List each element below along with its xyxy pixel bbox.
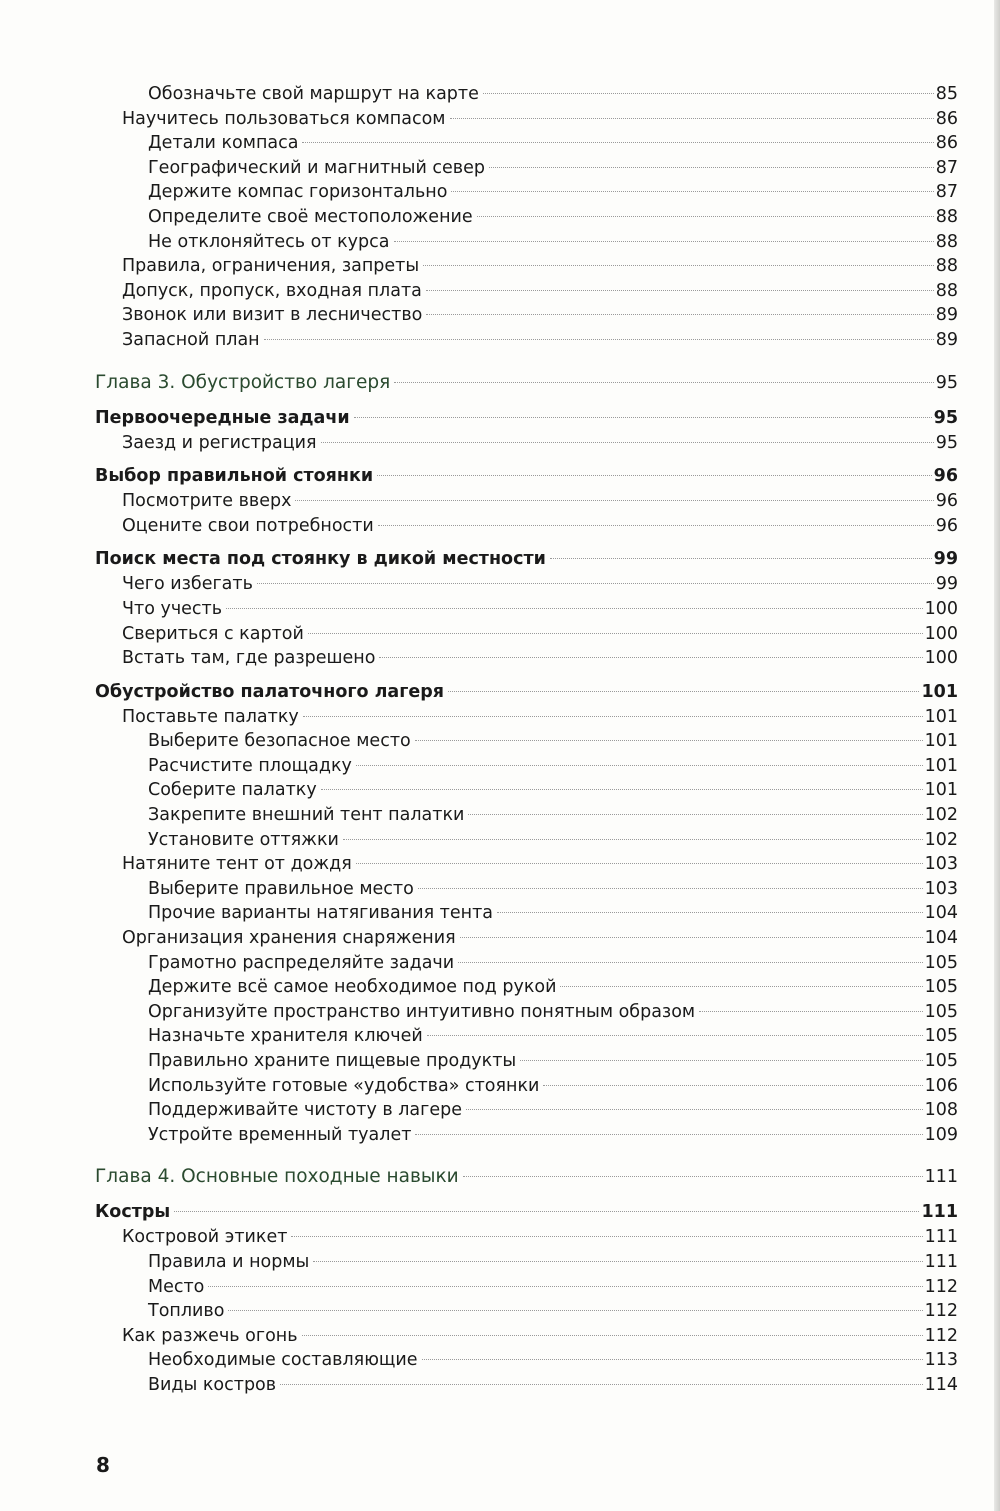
dot-leader <box>302 1335 923 1336</box>
toc-entry <box>0 1225 958 1250</box>
dot-leader <box>497 912 923 913</box>
toc-entry-title: Держите компас горизонтально <box>148 182 448 203</box>
dot-leader <box>550 558 932 559</box>
toc-entry <box>0 803 958 828</box>
dot-leader <box>321 789 923 790</box>
toc-entry-title: Научитесь пользоваться компасом <box>122 108 446 129</box>
dot-leader <box>415 740 923 741</box>
dot-leader <box>208 1286 922 1287</box>
toc-entry <box>0 107 958 132</box>
toc-entry-title: Выбор правильной стоянки <box>95 466 374 487</box>
dot-leader <box>280 1384 923 1385</box>
toc-entry-title: Соберите палатку <box>148 780 317 801</box>
toc-entry-page: 112 <box>924 1325 958 1346</box>
toc-entry-page: 86 <box>935 108 958 129</box>
page-number: 8 <box>96 1453 110 1477</box>
dot-leader <box>264 339 934 340</box>
toc-entry <box>0 279 958 304</box>
dot-leader <box>394 241 934 242</box>
toc-entry-page: 109 <box>924 1124 958 1145</box>
dot-leader <box>450 118 934 119</box>
toc-entry <box>0 705 958 730</box>
toc-entry-title: Встать там, где разрешено <box>122 648 376 669</box>
toc-entry-page: 88 <box>935 256 958 277</box>
toc-entry-page: 103 <box>924 854 958 875</box>
dot-leader <box>394 382 933 383</box>
toc-entry-page: 89 <box>935 305 958 326</box>
toc-entry-page: 85 <box>935 84 958 104</box>
toc-section <box>0 679 958 705</box>
toc-entry <box>0 597 958 622</box>
toc-entry <box>0 1324 958 1349</box>
toc-entry-page: 99 <box>933 549 958 570</box>
toc-entry-title: Обустройство палаточного лагеря <box>95 681 445 702</box>
toc-entry-title: Виды костров <box>148 1374 277 1395</box>
toc-entry-title: Костры <box>95 1202 171 1223</box>
toc-entry-page: 105 <box>924 1051 958 1071</box>
toc-entry-title: Необходимые составляющие <box>148 1350 418 1371</box>
dot-leader <box>378 525 934 526</box>
dot-leader <box>321 442 934 443</box>
toc-entry <box>0 1098 958 1123</box>
toc-entry <box>0 975 958 1000</box>
dot-leader <box>520 1060 922 1061</box>
toc-entry-title: Географический и магнитный север <box>148 157 485 178</box>
toc-entry <box>0 230 958 255</box>
toc-entry-page: 103 <box>924 878 958 899</box>
dot-leader <box>427 1035 923 1036</box>
toc-entry-title: Поиск места под стоянку в дикой местности <box>95 549 546 570</box>
toc-entry-page: 88 <box>935 231 958 252</box>
toc-entry <box>0 877 958 902</box>
dot-leader <box>463 1176 923 1177</box>
dot-leader <box>426 290 934 291</box>
dot-leader <box>458 962 922 963</box>
toc-entry <box>0 1074 958 1099</box>
toc-section <box>0 463 958 489</box>
dot-leader <box>257 583 934 584</box>
toc-entry-page: 105 <box>924 1001 958 1022</box>
dot-leader <box>489 167 934 168</box>
dot-leader <box>303 716 923 717</box>
toc-entry-page: 96 <box>935 491 958 512</box>
toc-entry <box>0 778 958 803</box>
dot-leader <box>477 216 934 217</box>
toc-entry <box>0 1123 958 1148</box>
toc-entry <box>0 489 958 514</box>
toc-entry-title: Прочие варианты натягивания тента <box>148 903 493 924</box>
toc-entry <box>0 901 958 926</box>
toc-entry-title: Правила, ограничения, запреты <box>122 256 420 277</box>
toc-entry-title: Глава 4. Основные походные навыки <box>95 1166 459 1188</box>
toc-entry <box>0 1000 958 1025</box>
dot-leader <box>308 633 923 634</box>
toc-entry-page: 105 <box>924 952 958 973</box>
toc-entry-title: Допуск, пропуск, входная плата <box>122 280 422 301</box>
table-of-contents <box>0 82 1000 1398</box>
toc-entry <box>0 1348 958 1373</box>
toc-entry-title: Место <box>148 1276 205 1297</box>
toc-entry <box>0 1373 958 1398</box>
dot-leader <box>468 814 922 815</box>
toc-entry-page: 99 <box>935 574 958 595</box>
toc-entry-page: 106 <box>924 1075 958 1096</box>
dot-leader <box>466 1109 923 1110</box>
toc-section <box>0 1199 958 1225</box>
toc-entry-title: Натяните тент от дождя <box>122 854 352 875</box>
toc-entry <box>0 1275 958 1300</box>
toc-entry-page: 95 <box>935 432 958 453</box>
toc-entry-title: Что учесть <box>122 598 223 619</box>
dot-leader <box>356 863 923 864</box>
toc-entry-page: 111 <box>924 1251 958 1272</box>
toc-entry <box>0 254 958 279</box>
toc-chapter <box>0 1163 958 1191</box>
toc-entry-page: 111 <box>921 1202 958 1223</box>
toc-entry-title: Устройте временный туалет <box>148 1124 412 1145</box>
toc-entry-title: Как разжечь огонь <box>122 1325 298 1346</box>
dot-leader <box>343 839 923 840</box>
toc-entry-title: Оцените свои потребности <box>122 515 374 536</box>
toc-entry-page: 102 <box>924 805 958 826</box>
toc-entry-page: 100 <box>924 623 958 644</box>
toc-entry-title: Грамотно распределяйте задачи <box>148 952 455 973</box>
toc-entry-title: Закрепите внешний тент палатки <box>148 805 465 826</box>
toc-entry <box>0 1250 958 1275</box>
toc-entry <box>0 1299 958 1324</box>
toc-section <box>0 546 958 572</box>
toc-entry-title: Организуйте пространство интуитивно понятным образом <box>148 1001 696 1022</box>
toc-entry-page: 89 <box>935 329 958 350</box>
dot-leader <box>174 1211 919 1212</box>
toc-entry-page: 105 <box>924 977 958 998</box>
toc-entry-title: Посмотрите вверх <box>122 491 292 512</box>
dot-leader <box>699 1011 922 1012</box>
toc-entry-title: Держите всё самое необходимое под рукой <box>148 977 557 998</box>
toc-entry-title: Заезд и регистрация <box>122 432 317 453</box>
toc-entry-title: Детали компаса <box>148 133 299 154</box>
toc-entry-page: 101 <box>924 731 958 752</box>
toc-entry-title: Используйте готовые «удобства» стоянки <box>148 1075 540 1096</box>
toc-entry-page: 88 <box>935 206 958 227</box>
toc-entry-title: Правила и нормы <box>148 1251 310 1272</box>
dot-leader <box>295 500 933 501</box>
toc-entry-page: 87 <box>935 157 958 178</box>
dot-leader <box>543 1085 922 1086</box>
toc-entry-title: Правильно храните пищевые продукты <box>148 1051 517 1071</box>
toc-entry-page: 100 <box>924 648 958 669</box>
dot-leader <box>448 691 919 692</box>
toc-entry <box>0 514 958 539</box>
toc-entry-page: 87 <box>935 182 958 203</box>
dot-leader <box>418 888 923 889</box>
dot-leader <box>226 608 923 609</box>
toc-entry-title: Первоочередные задачи <box>95 407 350 428</box>
toc-entry-title: Костровой этикет <box>122 1227 288 1248</box>
toc-entry <box>0 156 958 181</box>
toc-entry <box>0 82 958 107</box>
toc-chapter <box>0 369 958 397</box>
toc-entry <box>0 951 958 976</box>
toc-entry-title: Выберите правильное место <box>148 878 414 899</box>
toc-entry-page: 101 <box>924 780 958 801</box>
toc-entry-page: 96 <box>935 515 958 536</box>
toc-entry-title: Обозначьте свой маршрут на карте <box>148 84 479 104</box>
toc-entry <box>0 1024 958 1049</box>
toc-entry-page: 112 <box>924 1276 958 1297</box>
toc-entry-title: Запасной план <box>122 329 260 350</box>
toc-entry-page: 96 <box>933 466 958 487</box>
toc-section <box>0 405 958 431</box>
dot-leader <box>291 1236 922 1237</box>
dot-leader <box>377 475 931 476</box>
toc-entry-title: Свериться с картой <box>122 623 304 644</box>
toc-entry-title: Поставьте палатку <box>122 706 299 727</box>
toc-entry <box>0 646 958 671</box>
toc-entry-title: Установите оттяжки <box>148 829 339 850</box>
toc-entry-page: 112 <box>924 1301 958 1322</box>
toc-entry-title: Чего избегать <box>122 574 253 595</box>
dot-leader <box>460 937 923 938</box>
toc-entry-page: 95 <box>933 407 958 428</box>
toc-entry <box>0 828 958 853</box>
toc-entry-title: Звонок или визит в лесничество <box>122 305 423 326</box>
toc-entry-title: Глава 3. Обустройство лагеря <box>95 371 391 393</box>
toc-entry <box>0 622 958 647</box>
toc-entry <box>0 180 958 205</box>
toc-entry-page: 101 <box>921 681 958 702</box>
dot-leader <box>422 1359 923 1360</box>
toc-entry-page: 88 <box>935 280 958 301</box>
toc-entry <box>0 852 958 877</box>
dot-leader <box>423 265 934 266</box>
toc-entry-page: 111 <box>924 1227 958 1248</box>
toc-entry-page: 113 <box>924 1350 958 1371</box>
toc-entry-title: Организация хранения снаряжения <box>122 928 456 949</box>
toc-entry <box>0 926 958 951</box>
toc-entry-title: Поддерживайте чистоту в лагере <box>148 1100 462 1121</box>
dot-leader <box>483 93 934 94</box>
toc-entry-title: Назначьте хранителя ключей <box>148 1026 423 1047</box>
toc-entry-title: Топливо <box>148 1301 225 1322</box>
toc-entry-title: Определите своё местоположение <box>148 206 473 227</box>
toc-entry-page: 111 <box>924 1167 958 1188</box>
toc-entry <box>0 754 958 779</box>
toc-entry <box>0 1049 958 1074</box>
toc-entry-page: 108 <box>924 1100 958 1121</box>
dot-leader <box>451 191 933 192</box>
toc-entry-title: Выберите безопасное место <box>148 731 411 752</box>
dot-leader <box>313 1261 922 1262</box>
toc-entry <box>0 303 958 328</box>
toc-entry-page: 86 <box>935 133 958 154</box>
dot-leader <box>302 142 933 143</box>
toc-entry <box>0 205 958 230</box>
dot-leader <box>415 1134 922 1135</box>
toc-entry <box>0 729 958 754</box>
toc-entry-page: 105 <box>924 1026 958 1047</box>
dot-leader <box>354 417 932 418</box>
dot-leader <box>560 986 922 987</box>
toc-entry <box>0 431 958 456</box>
toc-entry-page: 95 <box>935 372 958 393</box>
dot-leader <box>426 314 933 315</box>
toc-entry <box>0 328 958 353</box>
dot-leader <box>356 765 923 766</box>
toc-entry-page: 104 <box>924 903 958 924</box>
toc-entry-page: 101 <box>924 706 958 727</box>
toc-entry-page: 102 <box>924 829 958 850</box>
dot-leader <box>379 657 922 658</box>
toc-entry-title: Расчистите площадку <box>148 755 352 776</box>
toc-entry <box>0 572 958 597</box>
toc-entry-page: 114 <box>924 1374 958 1395</box>
toc-entry-page: 101 <box>924 755 958 776</box>
toc-entry-page: 100 <box>924 598 958 619</box>
toc-entry <box>0 131 958 156</box>
toc-entry-page: 104 <box>924 928 958 949</box>
toc-entry-title: Не отклоняйтесь от курса <box>148 231 390 252</box>
dot-leader <box>228 1310 922 1311</box>
